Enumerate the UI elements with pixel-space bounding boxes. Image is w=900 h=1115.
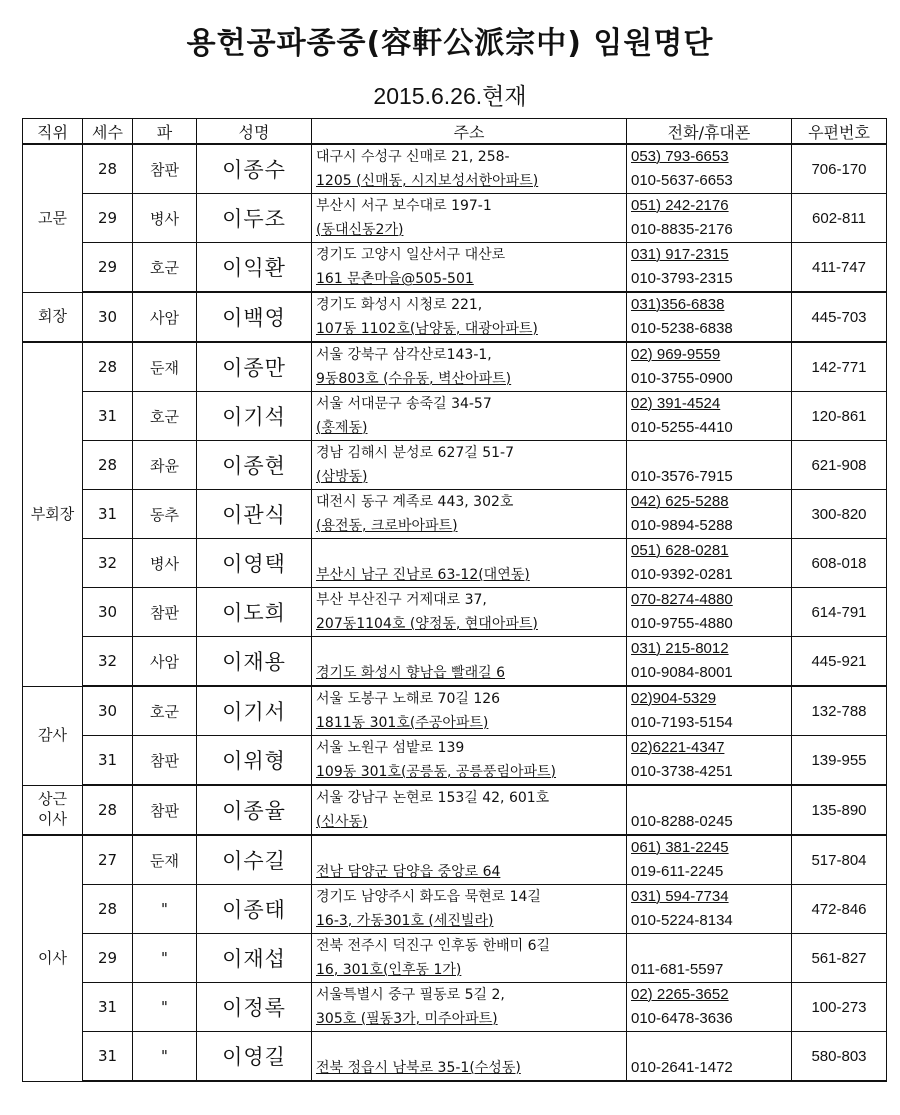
name-cell: 이백영 xyxy=(197,292,312,342)
name-cell: 이위형 xyxy=(197,736,312,786)
phone-line-2: 010-3738-4251 xyxy=(631,763,733,780)
phone-cell xyxy=(627,588,792,637)
name-cell: 이정록 xyxy=(197,983,312,1032)
phone-line-1: 051) 242-2176 xyxy=(631,197,729,214)
phone-cell xyxy=(627,785,792,835)
address-cell xyxy=(312,539,627,588)
address-line-2: 전북 정읍시 남북로 35-1(수성동) xyxy=(316,1060,521,1076)
phone-line-2: 011-681-5597 xyxy=(631,961,724,978)
phone-line-2: 010-2641-1472 xyxy=(631,1059,733,1076)
header-name: 성명 xyxy=(197,119,312,145)
phone-line-1: 02) 2265-3652 xyxy=(631,986,729,1003)
phone-line-2: 010-5637-6653 xyxy=(631,172,733,189)
address-cell xyxy=(312,983,627,1032)
address-line-1: 경남 김해시 분성로 627길 51-7 xyxy=(316,445,515,461)
address-line-2: 207동1104호 (양정동, 현대아파트) xyxy=(316,616,538,632)
phone-cell xyxy=(627,392,792,441)
phone-cell xyxy=(627,194,792,243)
phone-line-1: 02) 969-9559 xyxy=(631,346,721,363)
phone-line-1: 042) 625-5288 xyxy=(631,493,729,510)
address-line-2: (삼방동) xyxy=(316,469,368,485)
generation-cell: 30 xyxy=(83,686,133,736)
generation-cell: 31 xyxy=(83,1032,133,1082)
address-line-2: 9동803호 (수유동, 벽산아파트) xyxy=(316,371,512,387)
header-address: 주소 xyxy=(312,119,627,145)
branch-cell: 참판 xyxy=(133,588,197,637)
generation-cell: 29 xyxy=(83,934,133,983)
phone-line-1: 031)356-6838 xyxy=(631,296,725,313)
branch-cell: 둔재 xyxy=(133,342,197,392)
address-line-2: 부산시 남구 진남로 63-12(대연동) xyxy=(316,567,530,583)
name-cell: 이영길 xyxy=(197,1032,312,1082)
table-row xyxy=(23,983,887,1032)
address-line-1: 서울특별시 중구 필동로 5길 2, xyxy=(316,987,505,1003)
table-row xyxy=(23,342,887,392)
position-cell: 감사 xyxy=(23,686,83,785)
address-cell xyxy=(312,1032,627,1082)
table-row xyxy=(23,392,887,441)
phone-line-2: 010-5238-6838 xyxy=(631,320,733,337)
phone-line-2: 010-9755-4880 xyxy=(631,615,733,632)
branch-cell: 호군 xyxy=(133,243,197,293)
table-row xyxy=(23,441,887,490)
position-cell: 상근 이사 xyxy=(23,785,83,835)
name-cell: 이두조 xyxy=(197,194,312,243)
branch-cell: 둔재 xyxy=(133,835,197,885)
officer-roster-table xyxy=(22,118,887,1082)
branch-cell: 병사 xyxy=(133,194,197,243)
generation-cell: 30 xyxy=(83,292,133,342)
table-row xyxy=(23,934,887,983)
name-cell: 이종만 xyxy=(197,342,312,392)
generation-cell: 31 xyxy=(83,736,133,786)
phone-line-2: 010-3576-7915 xyxy=(631,468,733,485)
branch-cell: 사암 xyxy=(133,292,197,342)
phone-line-2: 010-8288-0245 xyxy=(631,813,733,830)
table-row xyxy=(23,1032,887,1082)
address-line-1: 대전시 동구 계족로 443, 302호 xyxy=(316,494,514,510)
phone-cell xyxy=(627,736,792,786)
position-cell: 회장 xyxy=(23,292,83,342)
zipcode-cell: 139-955 xyxy=(792,736,887,786)
address-line-1: 경기도 남양주시 화도읍 묵현로 14길 xyxy=(316,889,541,905)
zipcode-cell: 621-908 xyxy=(792,441,887,490)
phone-line-1: 053) 793-6653 xyxy=(631,148,729,165)
phone-cell xyxy=(627,835,792,885)
address-line-1: 서울 노원구 섬밭로 139 xyxy=(316,740,465,756)
header-zipcode: 우편번호 xyxy=(792,119,887,145)
name-cell: 이종수 xyxy=(197,144,312,194)
address-cell xyxy=(312,934,627,983)
address-line-2: (신사동) xyxy=(316,814,368,830)
phone-cell xyxy=(627,539,792,588)
document-date: 2015.6.26.현재 xyxy=(373,83,527,109)
address-line-2: 전남 담양군 담양읍 중앙로 64 xyxy=(316,864,501,880)
phone-cell xyxy=(627,243,792,293)
table-row xyxy=(23,144,887,194)
address-line-2: (용전동, 크로바아파트) xyxy=(316,518,458,534)
address-cell xyxy=(312,292,627,342)
name-cell: 이수길 xyxy=(197,835,312,885)
address-cell xyxy=(312,835,627,885)
header-generation: 세수 xyxy=(83,119,133,145)
phone-cell xyxy=(627,342,792,392)
name-cell: 이기석 xyxy=(197,392,312,441)
address-line-1 xyxy=(316,1032,626,1056)
address-line-1 xyxy=(316,836,626,860)
address-cell xyxy=(312,342,627,392)
zipcode-cell: 135-890 xyxy=(792,785,887,835)
phone-line-2: 010-5255-4410 xyxy=(631,419,733,436)
branch-cell: " xyxy=(133,885,197,934)
phone-cell xyxy=(627,983,792,1032)
phone-line-1 xyxy=(631,441,791,465)
table-row xyxy=(23,539,887,588)
branch-cell: 참판 xyxy=(133,144,197,194)
phone-cell xyxy=(627,490,792,539)
address-line-1: 부산 부산진구 거제대로 37, xyxy=(316,592,487,608)
address-line-1: 서울 도봉구 노해로 70길 126 xyxy=(316,691,501,707)
branch-cell: 호군 xyxy=(133,686,197,736)
phone-line-1: 061) 381-2245 xyxy=(631,839,729,856)
zipcode-cell: 472-846 xyxy=(792,885,887,934)
address-line-2: 107동 1102호(남양동, 대광아파트) xyxy=(316,321,538,337)
branch-cell: 병사 xyxy=(133,539,197,588)
phone-line-2: 010-3755-0900 xyxy=(631,370,733,387)
address-line-1: 부산시 서구 보수대로 197-1 xyxy=(316,198,492,214)
table-row xyxy=(23,785,887,835)
name-cell: 이종율 xyxy=(197,785,312,835)
zipcode-cell: 142-771 xyxy=(792,342,887,392)
zipcode-cell: 100-273 xyxy=(792,983,887,1032)
phone-line-2: 010-7193-5154 xyxy=(631,714,733,731)
generation-cell: 30 xyxy=(83,588,133,637)
branch-cell: 좌윤 xyxy=(133,441,197,490)
name-cell: 이재용 xyxy=(197,637,312,687)
zipcode-cell: 445-921 xyxy=(792,637,887,687)
phone-line-1: 031) 594-7734 xyxy=(631,888,729,905)
phone-line-1: 02)6221-4347 xyxy=(631,739,725,756)
phone-line-1: 031) 215-8012 xyxy=(631,640,729,657)
phone-cell xyxy=(627,686,792,736)
address-cell xyxy=(312,144,627,194)
address-line-1: 전북 전주시 덕진구 인후동 한배미 6길 xyxy=(316,938,551,954)
branch-cell: " xyxy=(133,983,197,1032)
table-body xyxy=(23,144,887,1081)
address-line-2: 305호 (필동3가, 미주아파트) xyxy=(316,1011,498,1027)
document-title: 용헌공파종중(容軒公派宗中) 임원명단 xyxy=(186,26,714,61)
address-line-2: 109동 301호(공릉동, 공릉풍림아파트) xyxy=(316,764,557,780)
address-cell xyxy=(312,490,627,539)
address-cell xyxy=(312,588,627,637)
branch-cell: " xyxy=(133,1032,197,1082)
zipcode-cell: 614-791 xyxy=(792,588,887,637)
branch-cell: 호군 xyxy=(133,392,197,441)
table-row xyxy=(23,736,887,786)
generation-cell: 29 xyxy=(83,243,133,293)
phone-cell xyxy=(627,885,792,934)
generation-cell: 32 xyxy=(83,539,133,588)
phone-line-2: 010-3793-2315 xyxy=(631,270,733,287)
address-line-1 xyxy=(316,539,626,563)
phone-cell xyxy=(627,637,792,687)
address-cell xyxy=(312,441,627,490)
generation-cell: 31 xyxy=(83,392,133,441)
generation-cell: 28 xyxy=(83,441,133,490)
table-row xyxy=(23,243,887,293)
table-row xyxy=(23,194,887,243)
phone-line-2: 019-611-2245 xyxy=(631,863,724,880)
phone-line-2: 010-6478-3636 xyxy=(631,1010,733,1027)
table-row xyxy=(23,885,887,934)
phone-line-2: 010-9084-8001 xyxy=(631,664,733,681)
name-cell: 이익환 xyxy=(197,243,312,293)
phone-line-1: 031) 917-2315 xyxy=(631,246,729,263)
phone-line-1 xyxy=(631,934,791,958)
address-cell xyxy=(312,686,627,736)
phone-cell xyxy=(627,292,792,342)
zipcode-cell: 561-827 xyxy=(792,934,887,983)
table-row xyxy=(23,835,887,885)
zipcode-cell: 517-804 xyxy=(792,835,887,885)
phone-line-2: 010-5224-8134 xyxy=(631,912,733,929)
generation-cell: 29 xyxy=(83,194,133,243)
address-cell xyxy=(312,785,627,835)
address-line-1: 경기도 화성시 시청로 221, xyxy=(316,297,483,313)
generation-cell: 28 xyxy=(83,342,133,392)
table-row xyxy=(23,588,887,637)
address-line-1: 서울 서대문구 송죽길 34-57 xyxy=(316,396,492,412)
zipcode-cell: 411-747 xyxy=(792,243,887,293)
phone-line-1: 02)904-5329 xyxy=(631,690,717,707)
phone-line-1: 070-8274-4880 xyxy=(631,591,733,608)
zipcode-cell: 132-788 xyxy=(792,686,887,736)
address-line-1: 경기도 고양시 일산서구 대산로 xyxy=(316,247,506,263)
header-branch: 파 xyxy=(133,119,197,145)
name-cell: 이종현 xyxy=(197,441,312,490)
zipcode-cell: 580-803 xyxy=(792,1032,887,1082)
address-line-2: (홍제동) xyxy=(316,420,368,436)
phone-line-2: 010-9392-0281 xyxy=(631,566,733,583)
generation-cell: 27 xyxy=(83,835,133,885)
generation-cell: 31 xyxy=(83,490,133,539)
phone-cell xyxy=(627,1032,792,1082)
address-line-1: 서울 강남구 논현로 153길 42, 601호 xyxy=(316,790,550,806)
address-cell xyxy=(312,194,627,243)
branch-cell: 동추 xyxy=(133,490,197,539)
address-line-1: 대구시 수성구 신매로 21, 258- xyxy=(316,149,510,165)
zipcode-cell: 120-861 xyxy=(792,392,887,441)
generation-cell: 31 xyxy=(83,983,133,1032)
zipcode-cell: 445-703 xyxy=(792,292,887,342)
name-cell: 이영택 xyxy=(197,539,312,588)
generation-cell: 28 xyxy=(83,785,133,835)
zipcode-cell: 300-820 xyxy=(792,490,887,539)
table-row xyxy=(23,490,887,539)
position-cell: 부회장 xyxy=(23,342,83,686)
address-line-2: 경기도 화성시 향남읍 빨래길 6 xyxy=(316,665,505,681)
phone-cell xyxy=(627,144,792,194)
address-line-1: 서울 강북구 삼각산로143-1, xyxy=(316,347,492,363)
address-line-2: 1205 (신매동, 시지보성서한아파트) xyxy=(316,173,539,189)
address-line-2: 1811동 301호(주공아파트) xyxy=(316,715,489,731)
zipcode-cell: 706-170 xyxy=(792,144,887,194)
name-cell: 이재섭 xyxy=(197,934,312,983)
phone-cell xyxy=(627,934,792,983)
address-line-2: 16-3, 가동301호 (세진빌라) xyxy=(316,913,494,929)
address-cell xyxy=(312,243,627,293)
address-line-2: 16, 301호(인후동 1가) xyxy=(316,962,462,978)
branch-cell: 참판 xyxy=(133,736,197,786)
phone-line-1 xyxy=(631,1032,791,1056)
phone-line-1 xyxy=(631,786,791,810)
name-cell: 이도희 xyxy=(197,588,312,637)
phone-line-2: 010-9894-5288 xyxy=(631,517,733,534)
zipcode-cell: 602-811 xyxy=(792,194,887,243)
address-line-2: (동대신동2가) xyxy=(316,222,404,238)
branch-cell: " xyxy=(133,934,197,983)
header-position: 직위 xyxy=(23,119,83,145)
phone-line-1: 051) 628-0281 xyxy=(631,542,729,559)
table-header xyxy=(23,119,887,145)
generation-cell: 28 xyxy=(83,144,133,194)
table-row xyxy=(23,686,887,736)
name-cell: 이관식 xyxy=(197,490,312,539)
address-cell xyxy=(312,736,627,786)
position-cell: 고문 xyxy=(23,144,83,292)
generation-cell: 32 xyxy=(83,637,133,687)
phone-line-2: 010-8835-2176 xyxy=(631,221,733,238)
branch-cell: 참판 xyxy=(133,785,197,835)
address-line-2: 161 문촌마을@505-501 xyxy=(316,271,474,287)
name-cell: 이기서 xyxy=(197,686,312,736)
address-cell xyxy=(312,637,627,687)
name-cell: 이종태 xyxy=(197,885,312,934)
phone-cell xyxy=(627,441,792,490)
zipcode-cell: 608-018 xyxy=(792,539,887,588)
header-phone: 전화/휴대폰 xyxy=(627,119,792,145)
address-cell xyxy=(312,392,627,441)
table-row xyxy=(23,637,887,687)
address-line-1 xyxy=(316,637,626,661)
phone-line-1: 02) 391-4524 xyxy=(631,395,721,412)
generation-cell: 28 xyxy=(83,885,133,934)
address-cell xyxy=(312,885,627,934)
position-cell: 이사 xyxy=(23,835,83,1081)
branch-cell: 사암 xyxy=(133,637,197,687)
table-row xyxy=(23,292,887,342)
